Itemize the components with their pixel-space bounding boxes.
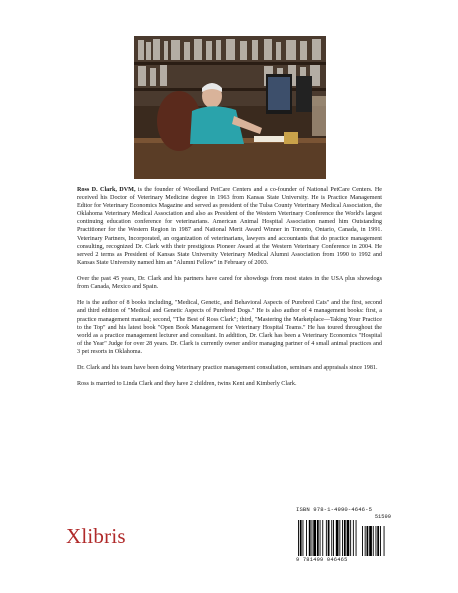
bio-paragraph-4: Dr. Clark and his team have been doing Veterinary practice management consultation, seminars and appraisals since 1981.: [77, 365, 378, 372]
bio-paragraph-3: He is the author of 8 books including, "Medical, Genetic, and Behavioral Aspects of Purebred Cats" and the first, second and third edition of "Medical and Genetic Aspects of Purebred Dogs." He is also author of 4 management books: first, a practice management manual; second, "The Best of Ross Clark"; third, "Mastering the Marketplace—Taking Your Practice to the Top" and his latest book "Open Book Management for Veterinary Hospital Teams." He has toured throughout the world as a practice management lecturer and consultant. In addition, Dr. Clark has been a Veterinary Economics "Hospital of the Year" Judge for over 28 years. Dr. Clark is currently owner and/or managing partner of 4 small animal practices and 3 pet resorts in Oklahoma.: [77, 300, 382, 355]
publisher-logo: Xlibris: [66, 524, 126, 548]
author-photo: [134, 36, 326, 179]
bio-paragraph-5: Ross is married to Linda Clark and they have 2 children, twins Kent and Kimberly Clark.: [77, 381, 297, 388]
bio-paragraph-2: Over the past 45 years, Dr. Clark and his partners have cared for showdogs from most states in the USA plus showdogs from Canada, Mexico and Spain.: [77, 276, 382, 291]
author-biography: [77, 186, 382, 396]
barcode: [296, 520, 391, 556]
isbn-barcode-block: [296, 506, 391, 564]
author-name: Ross D. Clark, DVM,: [77, 187, 136, 193]
barcode-number: 9 781499 046465: [296, 557, 348, 563]
price-code: 51599: [374, 514, 391, 520]
isbn-label: ISBN 978-1-4990-4646-5: [296, 506, 373, 513]
bio-paragraph-1: Ross D. Clark, DVM, is the founder of Woodland PetCare Centers and a co-founder of National PetCare Centers. He received his Doctor of Veterinary Medicine degree in 1963 from Kansas State University. He is Practice Management Editor for Veterinary Economics Magazine and served as president of the Tulsa County Veterinary Medical Association, the Oklahoma Veterinary Medical Association and also as President of the Western Veterinary Conference the World's largest continuing education conference for veterinarians. American Animal Hospital Association named him Outstanding Practitioner for the Western Region in 1987 and National Merit Award Winner in Toronto, Ontario, Canada, in 1991. Veterinary Partners, Incorporated, an organization of veterinarians, lawyers and accountants that do practice management consulting, recognized Dr. Clark with their prestigious Pioneer Award at the Western Veterinary Conference in 2004. He served 2 terms as President of Kansas State University Veterinary Medical Alumni Association from 1990 to 1992 and Kansas State University named him an "Alumni Fellow" in February of 2003.: [77, 187, 382, 266]
